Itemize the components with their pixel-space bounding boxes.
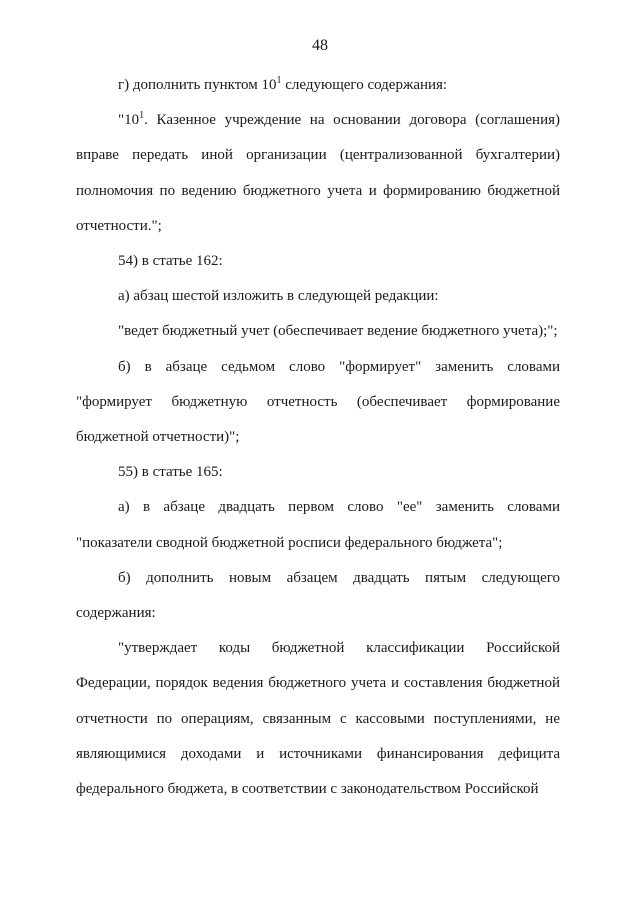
paragraph-quote-162: "ведет бюджетный учет (обеспечивает ведение бюджетного учета);"; <box>118 323 558 340</box>
paragraph-text: следующего содержания: <box>281 77 448 93</box>
paragraph-item-b-165: б) дополнить новым абзацем двадцать пятым следующего содержания: <box>76 569 560 622</box>
paragraph-text: г) дополнить пунктом 10 <box>118 77 277 93</box>
paragraph-item-b-162: б) в абзаце седьмом слово "формирует" заменить словами "формирует бюджетную отчетность (обеспечивает формирование бюджетной отчетности)"; <box>76 358 560 446</box>
paragraph-point-10-1 <box>76 103 560 244</box>
paragraph-quote-165: "утверждает коды бюджетной классификации Российской Федерации, порядок ведения бюджетного учета и составления бюджетной отчетности по операциям, связанным с кассовыми поступлениями, не являющимися доходами и источниками финансирования дефицита федерального бюджета, в соответствии с законодательством Российской <box>76 640 560 798</box>
document-body <box>76 68 560 807</box>
paragraph-item-a-162: а) абзац шестой изложить в следующей редакции: <box>118 288 439 305</box>
page-number: 48 <box>312 37 328 54</box>
paragraph-text: "10 <box>118 112 140 129</box>
paragraph-article-162: 54) в статье 162: <box>118 253 223 270</box>
superscript: 1 <box>276 75 282 86</box>
paragraph-article-165: 55) в статье 165: <box>118 464 223 481</box>
paragraph-item-a-165: а) в абзаце двадцать первом слово "ее" заменить словами "показатели сводной бюджетной росписи федерального бюджета"; <box>76 499 560 551</box>
paragraph-text: . Казенное учреждение на основании договора (соглашения) вправе передать иной организации (централизованной бухгалтерии) полномочия по ведению бюджетного учета и формированию бюджетной отчетности."; <box>76 112 560 234</box>
paragraph-item-g <box>76 68 560 103</box>
superscript: 1 <box>139 110 145 122</box>
